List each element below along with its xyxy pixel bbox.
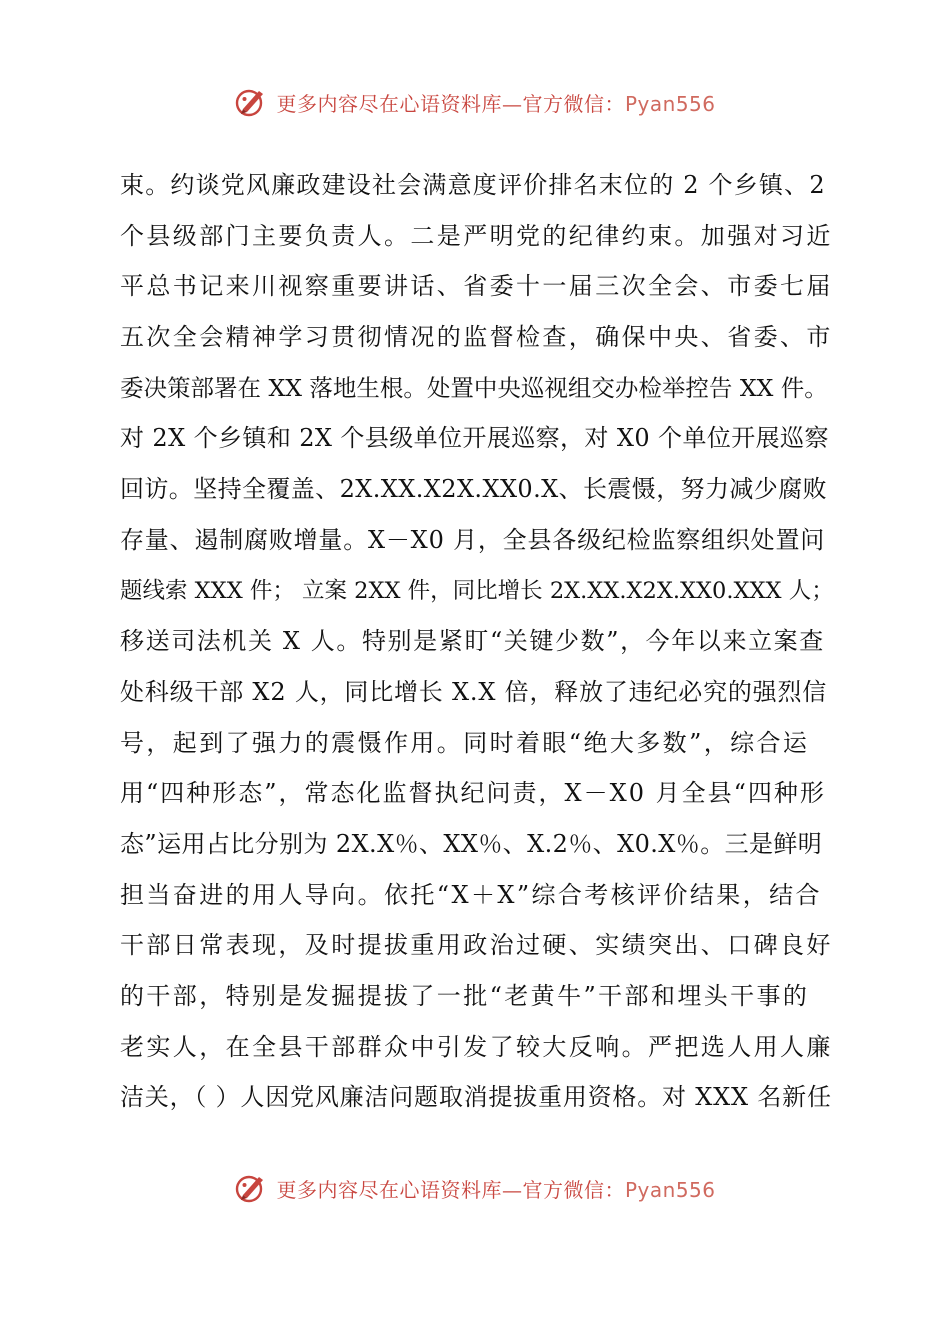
document-line: 平总书记来川视察重要讲话、省委十一届三次全会、市委七届 [120,272,833,301]
document-line: 态”运用占比分别为 2X.X％、XX％、X.2％、X0.X％。三是鲜明 [120,829,823,858]
document-line: 委决策部署在 XX 落地生根。处置中央巡视组交办检举控告 XX 件。 [120,373,828,402]
footer-banner-main: 更多内容尽在心语资料库 [276,1177,502,1202]
document-line: 的干部，特别是发掘提拔了一批“老黄牛”干部和埋头干事的 [120,982,810,1010]
document-line: 回访。坚持全覆盖、2X.XX.X2X.XX0.X、长震慑，努力减少腐败 [120,475,828,504]
footer-banner-dash: — [501,1177,523,1202]
pen-logo-icon [234,85,268,119]
header-banner-dash: — [501,91,523,116]
pen-logo-icon [234,1171,268,1205]
document-line: 老实人，在全县干部群众中引发了较大反响。严把选人用人廉 [120,1032,833,1061]
document-line: 担当奋进的用人导向。依托“X＋X”综合考核评价结果，结合 [120,880,822,909]
footer-banner [0,1168,950,1208]
document-line: 题线索 XXX 件； 立案 2XX 件，同比增长 2X.XX.X2X.XX0.XXX 人； [120,577,834,604]
header-banner-id: Pyan556 [624,91,716,116]
header-banner [0,82,950,122]
document-line: 束。约谈党风廉政建设社会满意度评价排名末位的 2 个乡镇、2 [120,171,826,199]
document-body [120,160,835,1123]
document-line: 用“四种形态”，常态化监督执纪问责，X－X0 月全县“四种形 [120,779,826,808]
document-line: 号，起到了强力的震慑作用。同时着眼“绝大多数”，综合运 [120,728,810,757]
footer-banner-text [276,1174,715,1203]
footer-banner-official: 官方微信： [522,1177,625,1202]
document-line: 个县级部门主要负责人。二是严明党的纪律约束。加强对习近 [120,221,833,250]
document-line: 五次全会精神学习贯彻情况的监督检查，确保中央、省委、市 [120,323,833,352]
header-banner-main: 更多内容尽在心语资料库 [276,91,502,116]
document-line: 处科级干部 X2 人，同比增长 X.X 倍，释放了违纪必究的强烈信 [120,677,828,706]
header-banner-text [276,88,715,117]
document-line: 洁关，（ ）人因党风廉洁问题取消提拔重用资格。对 XXX 名新任 [120,1083,832,1112]
document-line: 干部日常表现，及时提拔重用政治过硬、实绩突出、口碑良好 [120,931,833,960]
document-line: 移送司法机关 X 人。特别是紧盯“关键少数”，今年以来立案查 [120,627,825,656]
document-line: 对 2X 个乡镇和 2X 个县级单位开展巡察，对 X0 个单位开展巡察 [120,424,829,453]
document-line: 存量、遏制腐败增量。X－X0 月，全县各级纪检监察组织处置问 [120,525,826,554]
header-banner-official: 官方微信： [522,91,625,116]
footer-banner-id: Pyan556 [624,1177,716,1202]
